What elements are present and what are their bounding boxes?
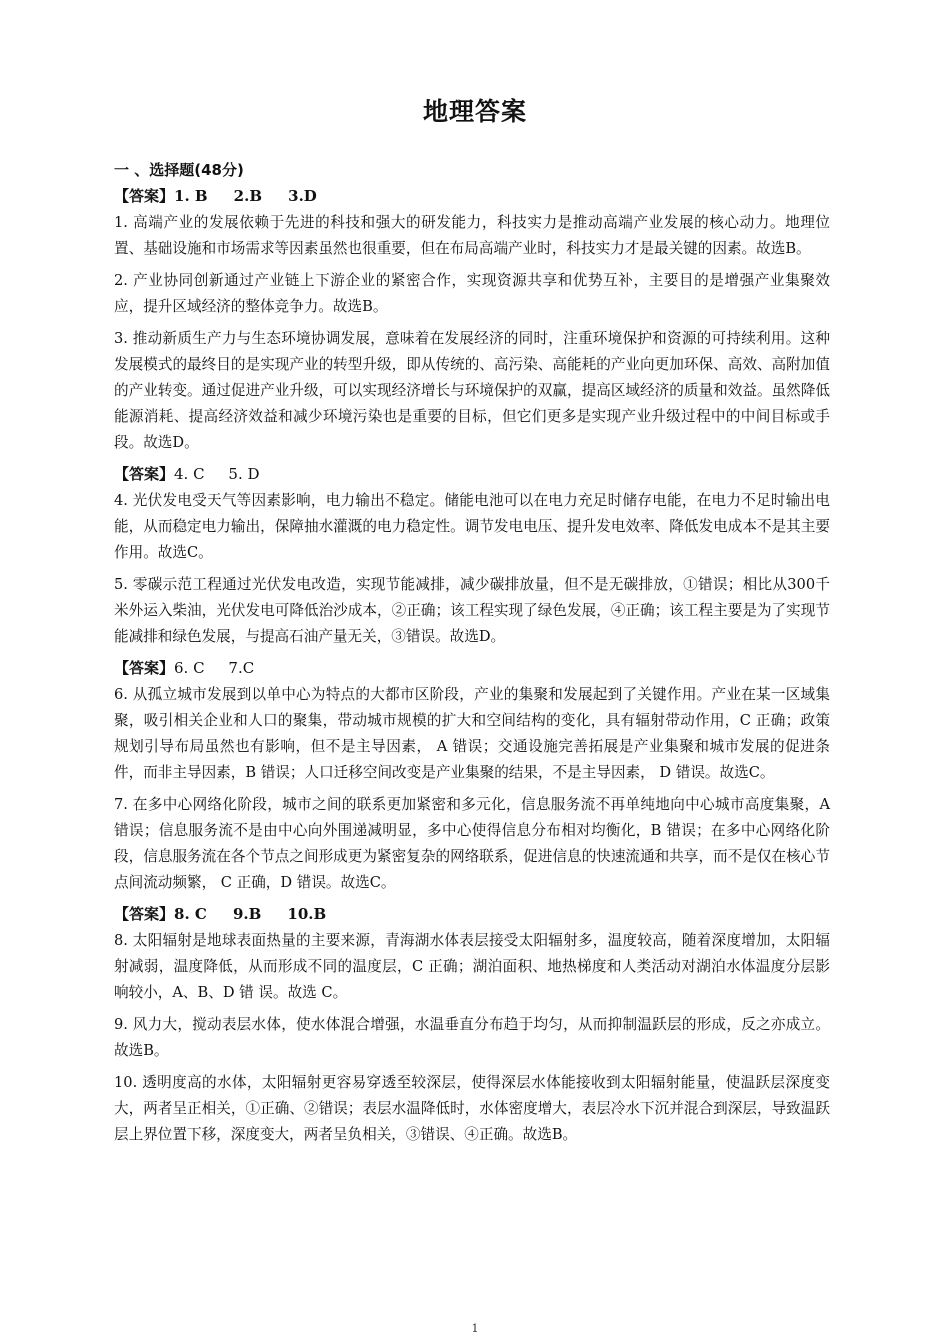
- answer-line: [114, 184, 830, 208]
- explanation-paragraph: 3. 推动新质生产力与生态环境协调发展，意味着在发展经济的同时，注重环境保护和资源的可持续利用。这种发展模式的最终目的是实现产业的转型升级，即从传统的、高污染、高能耗的产业向更加环保、高效、高附加值的产业转变。通过促进产业升级，可以实现经济增长与环境保护的双赢，提高区域经济的质量和效益。虽然降低能源消耗、提高经济效益和减少环境污染也是重要的目标，但它们更多是实现产业升级过程中的中间目标或手段。故选D。: [114, 330, 830, 451]
- answer-label: 【答案】: [114, 187, 175, 205]
- explanation-paragraph: 2. 产业协同创新通过产业链上下游企业的紧密合作，实现资源共享和优势互补，主要目的是增强产业集聚效应，提升区域经济的整体竞争力。故选B。: [114, 272, 830, 315]
- answer-line: [114, 462, 830, 486]
- section-heading: 一 、选择题(48分): [114, 161, 244, 179]
- answer-values: 6. C 7.C: [174, 659, 255, 677]
- explanation-paragraph: 7. 在多中心网络化阶段，城市之间的联系更加紧密和多元化，信息服务流不再单纯地向中心城市高度集聚，A 错误；信息服务流不是由中心向外围递减明显，多中心使得信息分布相对均衡化，B 错误；在多中心网络化阶段，信息服务流在各个节点之间形成更为紧密复杂的网络联系，促进信息的快速流通和共享，而不是仅在核心节点间流动频繁， C 正确，D 错误。故选C。: [114, 796, 830, 891]
- explanation-paragraph: 8. 太阳辐射是地球表面热量的主要来源，青海湖水体表层接受太阳辐射多，温度较高，随着深度增加，太阳辐射减弱，温度降低，从而形成不同的温度层，C 正确；湖泊面积、地热梯度和人类活动对湖泊水体温度分层影响较小，A、B、D 错 误。故选 C。: [114, 932, 830, 1001]
- answer-label: 【答案】: [114, 465, 175, 483]
- document-title: 地理答案: [422, 97, 527, 126]
- explanation-paragraph: 5. 零碳示范工程通过光伏发电改造，实现节能减排，减少碳排放量，但不是无碳排放，①错误；相比从300千米外运入柴油，光伏发电可降低治沙成本，②正确；该工程实现了绿色发展，④正确；该工程主要是为了实现节能减排和绿色发展，与提高石油产量无关，③错误。故选D。: [114, 576, 830, 645]
- answer-line: [114, 656, 830, 680]
- explanation-paragraph: 6. 从孤立城市发展到以单中心为特点的大都市区阶段，产业的集聚和发展起到了关键作用。产业在某一区域集聚，吸引相关企业和人口的聚集，带动城市规模的扩大和空间结构的变化，具有辐射带动作用，C 正确；政策规划引导布局虽然也有影响，但不是主导因素， A 错误；交通设施完善拓展是产业集聚和城市发展的促进条件，而非主导因素，B 错误；人口迁移空间改变是产业集聚的结果，不是主导因素， D 错误。故选C。: [114, 686, 830, 781]
- explanation-paragraph: 9. 风力大，搅动表层水体，使水体混合增强，水温垂直分布趋于均匀，从而抑制温跃层的形成，反之亦成立。故选B。: [114, 1016, 830, 1059]
- page-number: 1: [471, 1322, 479, 1335]
- answer-block: [114, 462, 830, 650]
- answer-line: [114, 902, 830, 926]
- explanation-paragraph: 4. 光伏发电受天气等因素影响，电力输出不稳定。储能电池可以在电力充足时储存电能，在电力不足时输出电能，从而稳定电力输出，保障抽水灌溉的电力稳定性。调节发电电压、提升发电效率、降低发电成本不是其主要作用。故选C。: [114, 492, 830, 561]
- answer-label: 【答案】: [114, 659, 175, 677]
- answer-values: 1. B 2.B 3.D: [174, 187, 317, 205]
- answer-label: 【答案】: [114, 905, 175, 923]
- explanation-paragraph: 10. 透明度高的水体，太阳辐射更容易穿透至较深层，使得深层水体能接收到太阳辐射能量，使温跃层深度变大，两者呈正相关，①正确、②错误；表层水温降低时，水体密度增大，表层冷水下沉并混合到深层，导致温跃层上界位置下移，深度变大，两者呈负相关，③错误、④正确。故选B。: [114, 1074, 830, 1143]
- answer-values: 4. C 5. D: [174, 465, 260, 483]
- explanation-paragraph: 1. 高端产业的发展依赖于先进的科技和强大的研发能力，科技实力是推动高端产业发展的核心动力。地理位置、基础设施和市场需求等因素虽然也很重要，但在布局高端产业时，科技实力才是最关键的因素。故选B。: [114, 214, 830, 257]
- answer-values: 8. C 9.B 10.B: [174, 905, 327, 923]
- answer-block: [114, 902, 830, 1148]
- answer-block: [114, 184, 830, 456]
- document-content: [114, 158, 830, 1154]
- answer-block: [114, 656, 830, 896]
